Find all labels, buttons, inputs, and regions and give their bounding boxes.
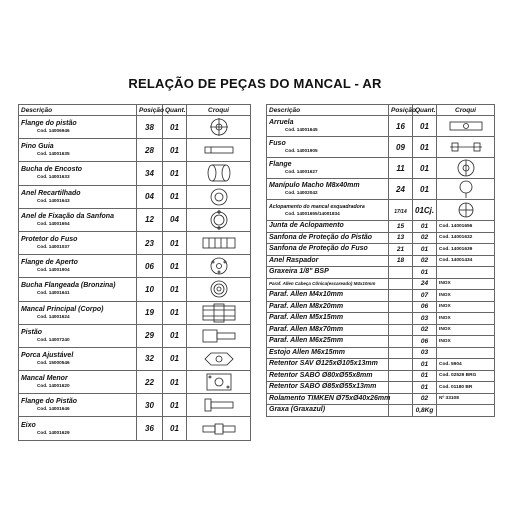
part-description <box>267 179 389 200</box>
flange-piston-icon <box>199 117 239 137</box>
part-code: Cod. 14001633 <box>37 174 70 180</box>
part-sketch <box>187 208 251 231</box>
table-row <box>19 394 251 417</box>
part-sketch <box>187 394 251 417</box>
shaft-icon <box>199 419 239 439</box>
part-extra-info <box>437 347 495 359</box>
part-code: Cod. 14001645 <box>285 127 318 132</box>
part-code: Cod. 14001643 <box>37 197 70 203</box>
header-descricao: Descrição <box>19 105 137 116</box>
part-position <box>389 278 413 290</box>
part-quantity: 01 <box>163 324 187 347</box>
part-description <box>19 347 137 370</box>
part-name: Protetor do Fuso <box>21 236 78 244</box>
part-description <box>267 359 389 371</box>
part-description <box>267 347 389 359</box>
part-quantity: 01 <box>413 116 437 137</box>
part-description <box>267 301 389 313</box>
table-row <box>267 200 495 221</box>
table-row <box>267 347 495 359</box>
part-quantity: 01 <box>413 179 437 200</box>
part-description <box>19 301 137 324</box>
part-position: 09 <box>389 137 413 158</box>
part-quantity: 01 <box>163 347 187 370</box>
part-quantity: 03 <box>413 313 437 325</box>
spindle-icon <box>446 137 486 157</box>
part-name: Bucha de Encosto <box>21 166 83 174</box>
part-description <box>267 324 389 336</box>
table-row <box>19 208 251 231</box>
part-position: 38 <box>137 116 163 139</box>
part-quantity: 01 <box>413 137 437 158</box>
guide-pin-icon <box>199 140 239 160</box>
part-position <box>389 405 413 417</box>
part-quantity: 01 <box>163 255 187 278</box>
table-row <box>267 116 495 137</box>
part-name: Paraf. Allen M8x20mm <box>269 302 344 310</box>
part-extra-info: INOX <box>437 278 495 290</box>
table-row <box>267 393 495 405</box>
part-quantity: 01 <box>163 301 187 324</box>
part-name: Pino Guia <box>21 143 54 151</box>
parts-table-right <box>266 104 495 417</box>
part-position: 28 <box>137 139 163 162</box>
part-position: 04 <box>137 185 163 208</box>
part-description <box>267 405 389 417</box>
table-row <box>267 359 495 371</box>
part-extra-info: INOX <box>437 324 495 336</box>
part-quantity: 01 <box>163 278 187 301</box>
table-row <box>19 278 251 301</box>
part-description <box>267 393 389 405</box>
small-bearing-icon <box>199 372 239 392</box>
part-extra-info: INOX <box>437 290 495 302</box>
part-position: 10 <box>137 278 163 301</box>
part-description <box>267 336 389 348</box>
table-row <box>267 278 495 290</box>
part-description <box>267 232 389 244</box>
part-name: Paraf. Allen M5x15mm <box>269 314 344 322</box>
part-quantity: 06 <box>413 301 437 313</box>
part-name: Mancal Principal (Corpo) <box>21 305 104 313</box>
part-quantity: 02 <box>413 232 437 244</box>
washer-icon <box>446 116 486 136</box>
table-row <box>267 324 495 336</box>
table-row <box>19 324 251 347</box>
part-quantity: 01 <box>163 371 187 394</box>
table-row <box>267 267 495 279</box>
part-quantity: 01 <box>163 162 187 185</box>
knurled-ring-icon <box>199 187 239 207</box>
part-name: Anel de Fixação da Sanfona <box>21 212 114 220</box>
part-code: Cod. 14001654 <box>37 220 70 226</box>
clamp-flange-icon <box>199 256 239 276</box>
part-position <box>389 393 413 405</box>
part-quantity: 01 <box>163 417 187 440</box>
part-position: 18 <box>389 255 413 267</box>
part-description <box>267 290 389 302</box>
part-quantity: 02 <box>413 324 437 336</box>
table-row <box>19 347 251 370</box>
header-posicao: Posição <box>137 105 163 116</box>
part-name: Anel Recartilhado <box>21 189 81 197</box>
part-quantity: 01Cj. <box>413 200 437 221</box>
part-description <box>19 394 137 417</box>
part-code: Cod. 14007240 <box>37 336 70 342</box>
part-position: 15 <box>389 221 413 233</box>
table-row <box>19 116 251 139</box>
part-description <box>267 370 389 382</box>
part-sketch <box>437 137 495 158</box>
part-name: Flange do Pistão <box>21 398 78 406</box>
piston-flange-icon <box>199 395 239 415</box>
bushing-icon <box>199 163 239 183</box>
part-position: 13 <box>389 232 413 244</box>
part-name: Flange de Aperto <box>21 259 78 267</box>
part-position: 16 <box>389 116 413 137</box>
part-description <box>267 137 389 158</box>
part-code: Cod. 14002042 <box>285 190 318 195</box>
part-sketch <box>437 179 495 200</box>
part-quantity: 02 <box>413 393 437 405</box>
table-row <box>267 232 495 244</box>
part-position: 24 <box>389 179 413 200</box>
part-sketch <box>187 278 251 301</box>
part-position: 19 <box>137 301 163 324</box>
part-name: Flange do pistão <box>21 120 77 128</box>
part-sketch <box>437 116 495 137</box>
part-sketch <box>187 185 251 208</box>
table-row <box>267 405 495 417</box>
part-quantity: 01 <box>413 244 437 256</box>
part-description <box>267 313 389 325</box>
table-row <box>267 301 495 313</box>
piston-icon <box>199 326 239 346</box>
part-description <box>267 116 389 137</box>
coupling-icon <box>446 200 486 220</box>
part-name: Graxeira 1/8" BSP <box>269 268 329 276</box>
part-position: 06 <box>137 255 163 278</box>
part-extra-info <box>437 405 495 417</box>
part-description <box>19 116 137 139</box>
part-position: 36 <box>137 417 163 440</box>
flange-icon <box>446 158 486 178</box>
part-position <box>389 301 413 313</box>
part-extra-info: Cod. 02529 BRG <box>437 370 495 382</box>
part-quantity: 04 <box>163 208 187 231</box>
part-name: Eixo <box>21 421 36 429</box>
part-position <box>389 359 413 371</box>
part-sketch <box>187 347 251 370</box>
table-row <box>267 244 495 256</box>
part-quantity: 07 <box>413 290 437 302</box>
part-position: 21 <box>389 244 413 256</box>
part-name: Paraf. Allen Cabeça Cônica(escareado) M4x10mm <box>269 280 376 286</box>
part-extra-info: Cod. 5904 <box>437 359 495 371</box>
part-position-value: 17/14 <box>394 208 407 215</box>
part-code: Cod. 14001620 <box>37 383 70 389</box>
part-extra-info: INOX <box>437 301 495 313</box>
part-quantity: 01 <box>413 359 437 371</box>
part-extra-info: Cod. 14001639 <box>437 244 495 256</box>
part-code: Cod. 14001655/14001834 <box>285 211 340 216</box>
table-row <box>19 139 251 162</box>
part-name: Sanfona de Proteção do Fuso <box>269 245 368 253</box>
table-row <box>19 371 251 394</box>
part-quantity: 24 <box>413 278 437 290</box>
part-position: 30 <box>137 394 163 417</box>
header-quant: Quant. <box>413 105 437 116</box>
table-row <box>267 221 495 233</box>
part-sketch <box>437 200 495 221</box>
fixing-ring-icon <box>199 210 239 230</box>
part-code: Cod. 15000546 <box>37 359 70 365</box>
part-name: Junta de Aclopamento <box>269 222 344 230</box>
part-sketch <box>437 158 495 179</box>
part-position: 32 <box>137 347 163 370</box>
table-row <box>267 137 495 158</box>
part-name: Graxa (Graxazul) <box>269 406 326 414</box>
part-position <box>389 336 413 348</box>
part-extra-info: Cod. 01180 BR <box>437 382 495 394</box>
part-description <box>267 200 389 221</box>
part-name: Manípulo Macho M8x40mm <box>269 182 360 189</box>
part-extra-info <box>437 267 495 279</box>
table-row <box>267 179 495 200</box>
part-sketch <box>187 255 251 278</box>
part-quantity: 02 <box>413 255 437 267</box>
part-name: Sanfona de Proteção do Pistão <box>269 233 373 241</box>
part-position <box>389 324 413 336</box>
part-position: 22 <box>137 371 163 394</box>
part-name: Pistão <box>21 328 43 336</box>
part-position <box>389 382 413 394</box>
part-code: Cod. 14001904 <box>37 267 70 273</box>
part-extra-info: Nº 33108 <box>437 393 495 405</box>
header-croqui: Croqui <box>437 105 495 116</box>
part-description <box>267 221 389 233</box>
header-quant: Quant. <box>163 105 187 116</box>
part-sketch <box>187 231 251 254</box>
table-row <box>19 231 251 254</box>
part-quantity: 01 <box>163 394 187 417</box>
part-description <box>19 231 137 254</box>
part-quantity: 01 <box>413 370 437 382</box>
part-code: Cod. 14001905 <box>285 148 318 153</box>
part-name: Arruela <box>269 119 294 126</box>
part-description <box>19 255 137 278</box>
part-name: Mancal Menor <box>21 375 68 383</box>
part-code: Cod. 14001627 <box>285 169 318 174</box>
part-sketch <box>187 324 251 347</box>
table-row <box>267 158 495 179</box>
part-position: 34 <box>137 162 163 185</box>
part-quantity: 01 <box>413 221 437 233</box>
table-row <box>19 301 251 324</box>
table-row <box>19 162 251 185</box>
part-description <box>19 324 137 347</box>
part-code: Cod. 14006946 <box>37 128 70 134</box>
part-quantity: 01 <box>163 231 187 254</box>
part-extra-info: Cod. 14001632 <box>437 232 495 244</box>
part-position <box>389 200 413 221</box>
table-row <box>19 417 251 440</box>
parts-table-left <box>18 104 251 441</box>
part-description <box>19 208 137 231</box>
part-description <box>267 267 389 279</box>
part-code: Cod. 14001624 <box>37 313 70 319</box>
table-row <box>267 313 495 325</box>
bronze-bushing-icon <box>199 279 239 299</box>
part-position <box>389 267 413 279</box>
part-position <box>389 347 413 359</box>
part-quantity: 01 <box>163 139 187 162</box>
part-description <box>267 278 389 290</box>
part-position <box>389 370 413 382</box>
part-name: Paraf. Allen M8x70mm <box>269 325 344 333</box>
table-row <box>267 255 495 267</box>
part-name: Retentor SABÓ Ø85xØ55x13mm <box>269 383 377 391</box>
part-code: Cod. 14001641 <box>37 290 70 296</box>
part-name: Bucha Flangeada (Bronzina) <box>21 282 116 290</box>
page-title: RELAÇÃO DE PEÇAS DO MANCAL - AR <box>128 76 382 91</box>
part-description <box>267 244 389 256</box>
part-name: Aclopamento do mancal esquadradora <box>269 204 365 210</box>
part-position: 23 <box>137 231 163 254</box>
part-extra-info: Cod. 14001656 <box>437 221 495 233</box>
table-row <box>267 382 495 394</box>
part-name: Paraf. Allen M4x10mm <box>269 291 344 299</box>
part-extra-info: INOX <box>437 313 495 325</box>
part-name: Fuso <box>269 140 286 147</box>
part-sketch <box>187 139 251 162</box>
spindle-guard-icon <box>199 233 239 253</box>
part-description <box>19 371 137 394</box>
part-sketch <box>187 371 251 394</box>
part-name: Retentor SAV Ø125xØ105x13mm <box>269 360 378 368</box>
part-description <box>19 139 137 162</box>
part-code: Cod. 14001629 <box>37 429 70 435</box>
part-quantity: 01 <box>413 382 437 394</box>
part-name: Retentor SABÓ Ø80xØ55x8mm <box>269 371 373 379</box>
part-description <box>19 278 137 301</box>
part-quantity: 01 <box>413 267 437 279</box>
table-row <box>267 370 495 382</box>
part-position <box>389 313 413 325</box>
part-position: 12 <box>137 208 163 231</box>
part-code: Cod. 14001646 <box>37 406 70 412</box>
part-quantity: 06 <box>413 336 437 348</box>
part-quantity: 03 <box>413 347 437 359</box>
part-name: Anel Raspador <box>269 256 319 264</box>
part-sketch <box>187 301 251 324</box>
part-quantity: 01 <box>163 116 187 139</box>
part-name: Estojo Allen M6x15mm <box>269 348 345 356</box>
table-row <box>267 290 495 302</box>
knob-icon <box>446 179 486 199</box>
header-descricao: Descrição <box>267 105 389 116</box>
part-description <box>267 158 389 179</box>
part-description <box>19 162 137 185</box>
part-quantity: 01 <box>413 158 437 179</box>
part-extra-info: Cod. 14001434 <box>437 255 495 267</box>
table-row <box>267 336 495 348</box>
header-croqui: Croqui <box>187 105 251 116</box>
part-description <box>267 382 389 394</box>
part-sketch <box>187 116 251 139</box>
part-position: 11 <box>389 158 413 179</box>
part-name: Rolamento TIMKEN Ø75xØ40x26mm <box>269 394 391 402</box>
table-row <box>19 185 251 208</box>
part-code: Cod. 14001635 <box>37 151 70 157</box>
part-description <box>267 255 389 267</box>
part-sketch <box>187 417 251 440</box>
part-quantity: 0,8Kg <box>413 405 437 417</box>
header-posicao: Posição <box>389 105 413 116</box>
part-code: Cod. 14001037 <box>37 244 70 250</box>
part-name: Paraf. Allen M6x25mm <box>269 337 344 345</box>
part-name: Flange <box>269 161 292 168</box>
table-row <box>19 255 251 278</box>
part-description <box>19 417 137 440</box>
main-bearing-icon <box>199 303 239 323</box>
part-quantity: 01 <box>163 185 187 208</box>
part-extra-info: INOX <box>437 336 495 348</box>
adjustable-nut-icon <box>199 349 239 369</box>
part-sketch <box>187 162 251 185</box>
part-position <box>389 290 413 302</box>
part-name: Porca Ajustável <box>21 351 74 359</box>
part-description <box>19 185 137 208</box>
part-position: 29 <box>137 324 163 347</box>
